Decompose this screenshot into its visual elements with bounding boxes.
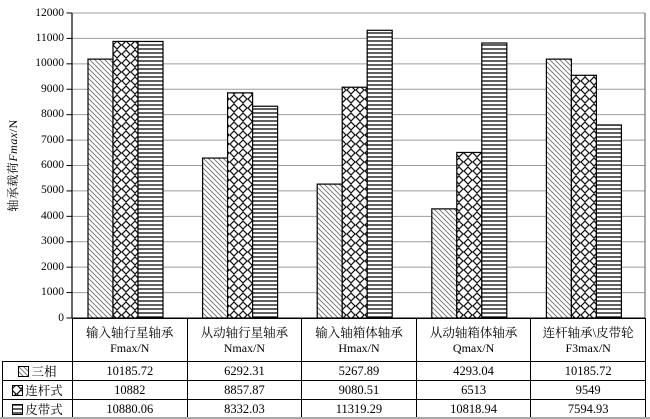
table-row [3, 400, 646, 419]
value-cell: 6292.31 [187, 362, 302, 381]
y-tick-label: 11000 [35, 31, 64, 44]
y-tick-label: 3000 [41, 235, 64, 248]
y-tick-label: 12000 [35, 6, 64, 19]
values-table [2, 318, 646, 419]
bar-三相-4 [546, 59, 571, 318]
value-cell: 7594.93 [531, 400, 646, 419]
pattern-swatch-icon [12, 385, 23, 396]
series-name: 连杆式 [25, 384, 63, 398]
series-name: 三相 [31, 365, 57, 379]
column-header-cell [416, 319, 531, 362]
bar-连杆式-3 [457, 152, 482, 318]
bar-皮带式-3 [482, 43, 507, 318]
y-tick-label: 6000 [41, 159, 64, 171]
value-cell: 10882 [73, 381, 188, 400]
category-name: 输入轴箱体轴承 [315, 325, 403, 340]
table-row [3, 381, 646, 400]
y-tick-label: 4000 [41, 209, 64, 222]
category-unit: Nmax/N [223, 340, 266, 355]
value-cell: 10185.72 [531, 362, 646, 381]
value-cell: 10185.72 [73, 362, 188, 381]
value-cell: 9080.51 [302, 381, 417, 400]
row-label-cell [3, 400, 73, 419]
y-tick-label: 10000 [35, 57, 64, 70]
bar-三相-1 [203, 158, 228, 318]
category-name: 输入轴行星轴承 [86, 325, 174, 340]
y-axis-title-cn: 轴承载荷 [6, 161, 20, 212]
bar-皮带式-4 [596, 125, 621, 318]
value-cell: 8332.03 [187, 400, 302, 419]
column-header-cell [73, 319, 188, 362]
y-tick-label: 8000 [41, 108, 64, 121]
bar-连杆式-2 [342, 87, 367, 318]
column-header-cell [302, 319, 417, 362]
bar-连杆式-0 [113, 41, 138, 318]
y-axis-title-var: Fmax [6, 132, 20, 162]
bar-连杆式-1 [228, 93, 253, 318]
value-cell: 4293.04 [416, 362, 531, 381]
bar-皮带式-1 [253, 106, 278, 318]
category-unit: F3max/N [565, 340, 611, 355]
value-cell: 5267.89 [302, 362, 417, 381]
category-unit: Hmax/N [338, 340, 380, 355]
value-cell: 10880.06 [73, 400, 188, 419]
row-label-cell [3, 381, 73, 400]
column-header-cell [531, 319, 646, 362]
bar-皮带式-2 [367, 30, 392, 318]
y-axis-title-unit: /N [6, 119, 20, 133]
y-tick-label: 0 [58, 311, 64, 324]
y-tick-label: 7000 [41, 133, 64, 146]
table-row [3, 362, 646, 381]
value-cell: 6513 [416, 381, 531, 400]
pattern-swatch-icon [18, 366, 29, 377]
bar-连杆式-4 [571, 75, 596, 318]
bar-三相-2 [317, 184, 342, 318]
value-cell: 11319.29 [302, 400, 417, 419]
category-unit: Fmax/N [110, 340, 150, 355]
value-cell: 9549 [531, 381, 646, 400]
category-name: 从动轴行星轴承 [200, 325, 289, 340]
table-corner-cell [3, 319, 73, 362]
bar-三相-0 [88, 59, 113, 318]
series-name: 皮带式 [25, 403, 63, 417]
y-tick-label: 2000 [41, 260, 64, 273]
column-header-cell [187, 319, 302, 362]
category-name: 从动轴箱体轴承 [429, 325, 518, 340]
category-name: 连杆轴承\皮带轮 [542, 325, 634, 340]
value-cell: 10818.94 [416, 400, 531, 419]
y-tick-label: 1000 [41, 286, 64, 299]
pattern-swatch-icon [12, 404, 23, 415]
y-tick-label: 9000 [41, 82, 64, 95]
bar-皮带式-0 [138, 41, 163, 318]
bar-三相-3 [432, 209, 457, 318]
category-unit: Qmax/N [452, 340, 495, 355]
y-tick-label: 5000 [41, 184, 64, 197]
data-table [2, 318, 645, 419]
value-cell: 8857.87 [187, 381, 302, 400]
row-label-cell [3, 362, 73, 381]
